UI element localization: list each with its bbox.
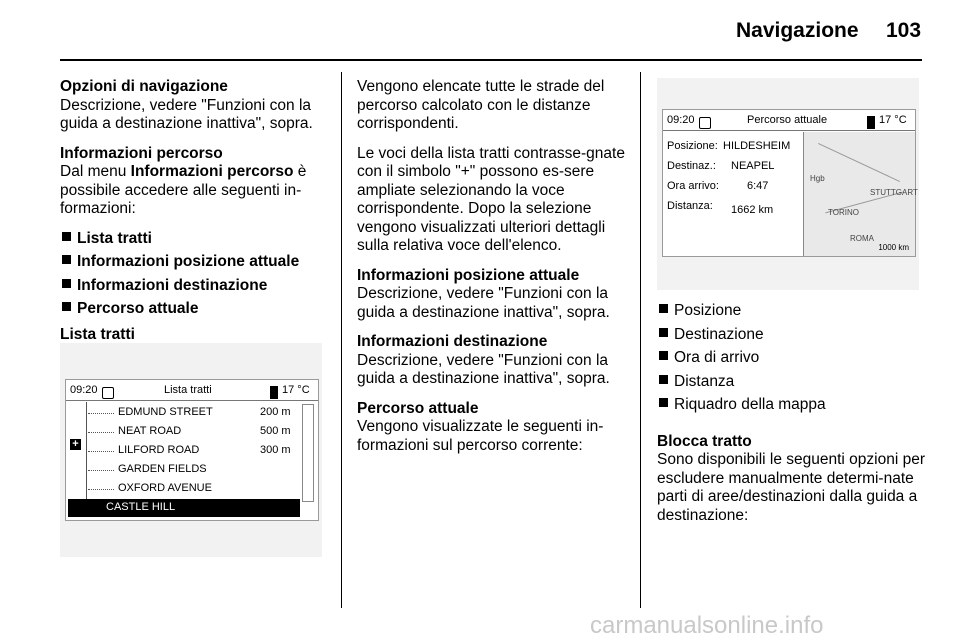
paragraph: Vengono elencate tutte le strade del percorso calcolato con le distanze corrispondenti. [357, 78, 605, 132]
bullet-icon [62, 232, 71, 241]
column-1 [60, 78, 332, 344]
list-item: Distanza [657, 373, 925, 392]
screen-frame-2 [657, 78, 919, 290]
list-item: Lista tratti [60, 230, 332, 249]
map-city-label: TORINO [828, 208, 859, 217]
list-item[interactable]: GARDEN FIELDS [80, 461, 300, 479]
section-heading: Percorso attuale [357, 399, 479, 417]
list-item: Percorso attuale [60, 300, 332, 319]
screen-frame-1 [60, 343, 322, 557]
lista-tratti-screen [65, 379, 319, 521]
scrollbar[interactable] [302, 404, 314, 502]
temperature: 17 °C [282, 384, 310, 396]
section-text: Sono disponibili le seguenti opzioni per escludere manualmente determi-nate parti di aree/destinazioni dalla guida a destinazione: [657, 451, 925, 524]
section-heading: Informazioni destinazione [357, 333, 548, 350]
list-item: Informazioni destinazione [60, 277, 332, 296]
menu-name: Informazioni percorso [130, 163, 294, 180]
list-item-selected[interactable]: CASTLE HILL [68, 499, 300, 517]
section-text: Vengono visualizzate le seguenti in-formazioni sul percorso corrente: [357, 418, 604, 454]
map-city-label: ROMA [850, 234, 874, 243]
watermark: carmanualsonline.info [590, 612, 824, 639]
section-text: Descrizione, vedere "Funzioni con la guida a destinazione inattiva", sopra. [357, 285, 610, 321]
percorso-attuale-screen: 09:20 Percorso attuale 17 °C Posizione: HILDESHEIM Destinaz.: NEAPEL Ora arrivo: 6:47 Distanza: 1662 km Hgb STUTTGART TORINO ROMA 1000 km [662, 109, 916, 257]
column-3 [657, 302, 925, 536]
map-city-label: STUTTGART [870, 188, 918, 197]
list-item: Ora di arrivo [657, 349, 925, 368]
header-rule [60, 59, 922, 61]
bullet-icon [659, 398, 668, 407]
map-scale: 1000 km [878, 243, 909, 252]
list-item[interactable]: LILFORD ROAD 300 m [80, 442, 300, 460]
list-item[interactable]: OXFORD AVENUE [80, 480, 300, 498]
column-divider-2 [640, 72, 641, 608]
column-divider-1 [341, 72, 342, 608]
section-heading: Informazioni posizione attuale [357, 266, 580, 284]
list-item[interactable]: NEAT ROAD 500 m [80, 423, 300, 441]
screen-title: Percorso attuale [747, 114, 828, 126]
section-heading: Blocca tratto [657, 432, 752, 450]
temperature: 17 °C [879, 114, 907, 126]
bullet-icon [659, 328, 668, 337]
clock-time: 09:20 [667, 114, 695, 126]
route-info-list [657, 302, 925, 415]
map-panel[interactable] [803, 132, 918, 256]
section-text-post: è possibile accedere alle seguenti in-formazioni: [60, 163, 307, 217]
bullet-icon [659, 304, 668, 313]
screen-status-bar [663, 110, 915, 131]
section-heading: Lista tratti [60, 325, 135, 343]
section-heading: Informazioni percorso [60, 144, 223, 162]
info-list [60, 230, 332, 319]
list-item: Destinazione [657, 326, 925, 345]
bullet-icon [62, 279, 71, 288]
list-item: Informazioni posizione attuale [60, 253, 332, 272]
screen-title: Lista tratti [164, 384, 212, 396]
section-text-pre: Dal menu [60, 163, 131, 180]
page-number: 103 [886, 19, 922, 42]
list-item: Riquadro della mappa [657, 396, 925, 415]
list-item: Posizione [657, 302, 925, 321]
section-heading: Opzioni di navigazione [60, 78, 228, 95]
bullet-icon [659, 375, 668, 384]
header-title: Navigazione [736, 19, 859, 42]
screen-status-bar [66, 380, 318, 401]
column-2 [357, 78, 631, 466]
expand-plus-icon[interactable]: + [70, 439, 81, 450]
section-text: Descrizione, vedere "Funzioni con la guida a destinazione inattiva", sopra. [357, 351, 610, 387]
paragraph: Le voci della lista tratti contrasse-gnate con il simbolo "+" possono es-sere ampliate selezionando la voce corrispondente. Dopo la selezione vengono visualizzati ulteriori dettagli sulla relativa voce dell'elenco. [357, 144, 625, 254]
clock-time: 09:20 [70, 384, 98, 396]
map-city-label: Hgb [810, 174, 825, 183]
bullet-icon [659, 351, 668, 360]
list-item[interactable]: EDMUND STREET 200 m [80, 404, 300, 422]
bullet-icon [62, 302, 71, 311]
page-header [0, 0, 960, 60]
section-text: Descrizione, vedere "Funzioni con la guida a destinazione inattiva", sopra. [60, 96, 313, 132]
bullet-icon [62, 255, 71, 264]
